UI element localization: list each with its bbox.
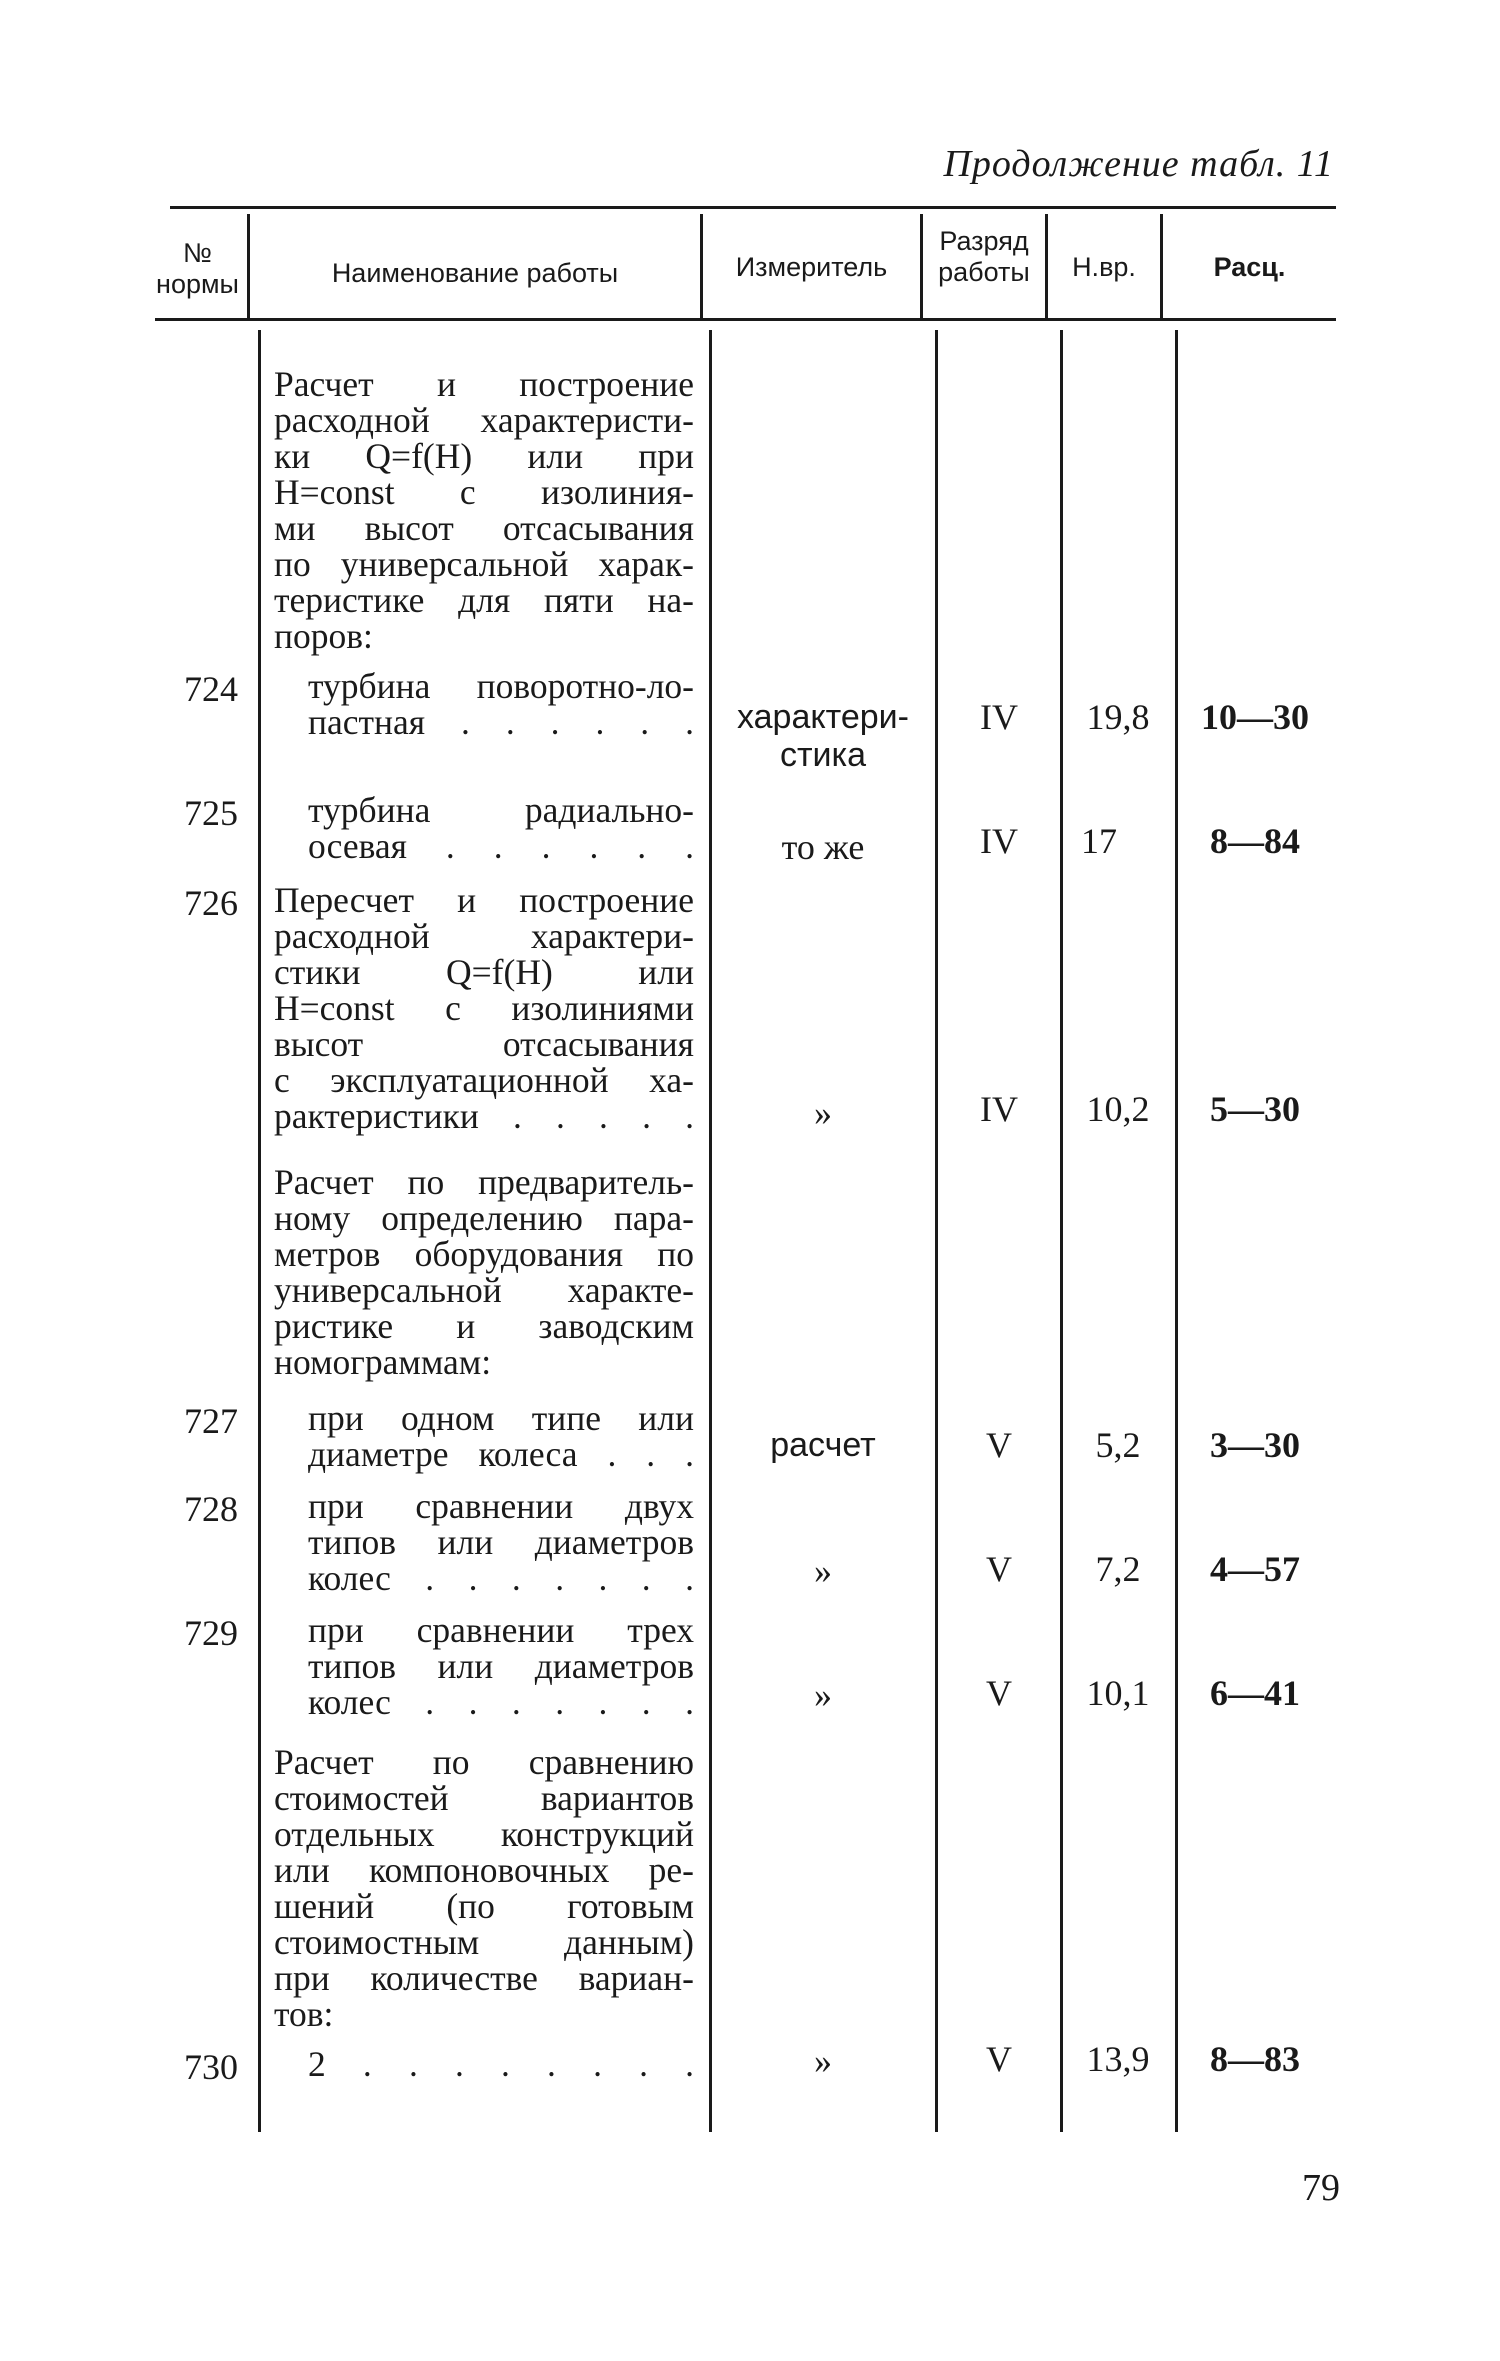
group-heading: Расчет по предваритель- ному определению пара- метров оборудования по универсальной характе- ристике и заводским номограммам: [274, 1162, 694, 1382]
column-header-time: Н.вр. [1072, 252, 1136, 282]
row-grade: IV [980, 1089, 1018, 1129]
body-divider [1060, 330, 1063, 2132]
column-header-unit: Измеритель [735, 252, 888, 282]
row-time: 19,8 [1086, 697, 1150, 737]
row-rate: 3—30 [1210, 1425, 1300, 1465]
row-number: 727 [184, 1401, 238, 1441]
row-rate: 4—57 [1210, 1549, 1300, 1589]
row-unit: » [814, 1551, 832, 1591]
row-unit: » [814, 1675, 832, 1715]
header-bottom-rule [155, 318, 1336, 321]
row-grade: IV [980, 821, 1018, 861]
row-description: Пересчет и построение расходной характери- стики Q=f(H) или H=const с изолиниями высот отсасывания с эксплуатационной ха- рактеристики . . . . . [274, 880, 694, 1136]
body-divider [1175, 330, 1178, 2132]
row-unit: то же [781, 827, 865, 867]
row-grade: V [986, 1549, 1012, 1589]
header-divider [920, 214, 923, 318]
body-divider [935, 330, 938, 2132]
body-divider [258, 330, 261, 2132]
row-description: при сравнении трех типов или диаметров колес . . . . . . . [308, 1610, 694, 1722]
row-description: турбина радиально- осевая . . . . . . [308, 790, 694, 866]
row-time: 13,9 [1086, 2039, 1150, 2079]
column-header-grade: Разряд работы [938, 226, 1030, 288]
row-grade: V [986, 1673, 1012, 1713]
row-rate: 8—83 [1210, 2039, 1300, 2079]
row-time: 10,1 [1086, 1673, 1150, 1713]
row-description: турбина поворотно-ло- пастная . . . . . . [308, 666, 694, 742]
group-heading: Расчет и построение расходной характеристи- ки Q=f(H) или при H=const с изолиния- ми высот отсасывания по универсальной харак- теристике для пяти на- поров: [274, 364, 694, 656]
row-time: 5,2 [1095, 1425, 1141, 1465]
row-time: 17 [1081, 821, 1117, 861]
row-number: 724 [184, 669, 238, 709]
column-header-number: № нормы [156, 238, 239, 300]
row-grade: IV [980, 697, 1018, 737]
row-number: 726 [184, 883, 238, 923]
row-rate: 8—84 [1210, 821, 1300, 861]
row-rate: 6—41 [1210, 1673, 1300, 1713]
row-unit: » [814, 1093, 832, 1133]
column-header-name: Наименование работы [331, 258, 619, 288]
row-unit: характери-стика [737, 698, 909, 774]
row-description: при одном типе или диаметре колеса . . . [308, 1398, 694, 1474]
page-number: 79 [1302, 2167, 1340, 2209]
row-number: 725 [184, 793, 238, 833]
row-rate: 10—30 [1201, 697, 1309, 737]
row-unit: расчет [770, 1426, 876, 1464]
row-description: при сравнении двух типов или диаметров колес . . . . . . . [308, 1486, 694, 1598]
row-number: 728 [184, 1489, 238, 1529]
row-unit: » [814, 2041, 832, 2081]
column-header-rate: Расц. [1213, 252, 1286, 282]
row-time: 10,2 [1086, 1089, 1150, 1129]
header-top-rule [170, 206, 1336, 209]
row-number: 729 [184, 1613, 238, 1653]
row-number: 730 [184, 2047, 238, 2087]
table-caption: Продолжение табл. 11 [943, 143, 1334, 185]
row-grade: V [986, 1425, 1012, 1465]
group-heading: Расчет по сравнению стоимостей вариантов отдельных конструкций или компоновочных ре- шений (по готовым стоимостным данным) при количестве вариан- тов: [274, 1742, 694, 2034]
row-description: 2 . . . . . . . . [308, 2044, 694, 2084]
row-time: 7,2 [1095, 1549, 1141, 1589]
body-divider [709, 330, 712, 2132]
row-grade: V [986, 2039, 1012, 2079]
row-rate: 5—30 [1210, 1089, 1300, 1129]
